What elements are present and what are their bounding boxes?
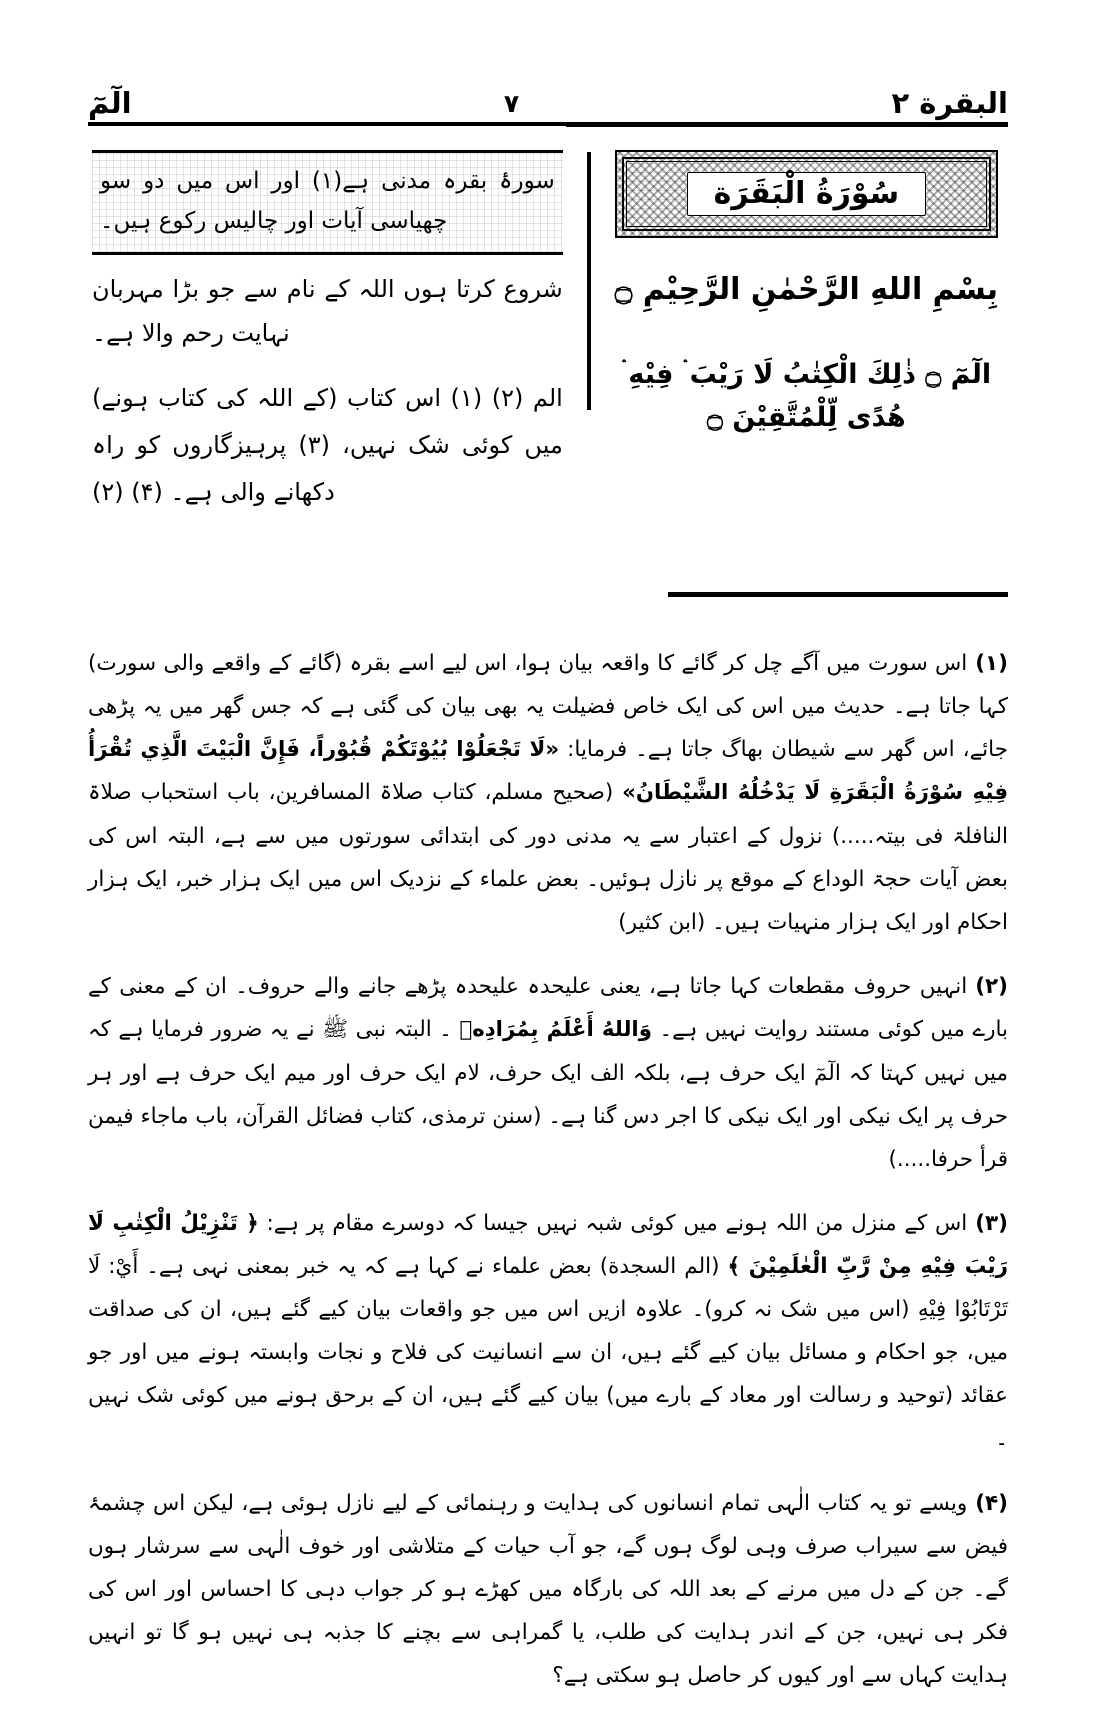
footnote-marker: (۴) <box>975 1490 1008 1516</box>
footnote-marker: (۲) <box>975 974 1008 1000</box>
header-divider-rule <box>88 122 1008 126</box>
scripture-translation-area <box>88 150 1008 530</box>
arabic-column <box>597 150 1008 530</box>
footnote-arabic-quote: وَاللهُ أَعْلَمُ بِمُرَادِهٖ <box>459 1017 652 1043</box>
header-juz-label: الٓمٓ <box>88 86 132 120</box>
surah-title-plate <box>687 172 927 216</box>
page-header <box>88 62 1008 118</box>
footnote-text: اس سورت میں آگے چل کر گائے کا واقعہ بیان ہوا، اس لیے اسے بقرہ (گائے کے واقعے والی سورت) کہا جاتا ہے۔ حدیث میں اس کی ایک خاص فضیلت یہ بھی بیان کی گئی ہے کہ جس گھر میں یہ پڑھی جائے، اس گھر سے شیطان بھاگ جاتا ہے۔ فرمایا: <box>88 650 1009 762</box>
footnote-text: اس کے منزل من اللہ ہونے میں کوئی شبہ نہیں جیسا کہ دوسرے مقام پر ہے: <box>266 1211 968 1237</box>
footnote-item <box>88 965 1008 1181</box>
surah-title-banner <box>615 150 998 238</box>
footnote-text-after: نزول کے اعتبار سے یہ مدنی دور کی ابتدائی سورتوں میں سے ہے، البتہ اس کی بعض آیات حجۃ الوداع کے موقع پر نازل ہوئیں۔ بعض علماء کے نزدیک اس میں ایک ہزار خبر، ایک ہزار احکام اور ایک ہزار منہیات ہیں۔ <box>88 823 1008 935</box>
surah-title-text: سُوْرَةُ الْبَقَرَة <box>713 176 900 212</box>
arabic-ayah-text: الٓمٓ ۝ ذٰلِكَ الْكِتٰبُ لَا رَيْبَ ۛ فِيْهِ ۛ هُدًى لِّلْمُتَّقِيْنَ ۝ <box>621 359 992 434</box>
footnote-item <box>88 1482 1008 1697</box>
footnote-citation: (الم السجدة) <box>599 1254 720 1280</box>
header-surah-label: البقرة ۲ <box>891 86 1008 120</box>
arabic-basmala: بِسْمِ اللهِ الرَّحْمٰنِ الرَّحِيْمِ ۝ <box>614 272 998 307</box>
footnote-marker: (۱) <box>975 650 1008 676</box>
surah-intro-box <box>92 150 563 255</box>
urdu-column <box>88 150 581 530</box>
footnote-text: انہیں حروف مقطعات کہا جاتا ہے، یعنی علیحدہ علیحدہ پڑھے جانے والے حروف۔ ان کے معنی کے بارے میں کوئی مستند روایت نہیں ہے۔ <box>88 974 1008 1043</box>
footnote-text-after: ۔ البتہ نبی ﷺ نے یہ ضرور فرمایا ہے کہ میں نہیں کہتا کہ الٓمٓ ایک حرف ہے، بلکہ الف ایک حرف، لام ایک حرف اور میم ایک حرف ہے اور ہر حرف پر ایک نیکی اور ایک نیکی کا اجر دس گنا ہے۔ <box>88 1017 1008 1129</box>
footnote-arabic-quote: «لَا تَجْعَلُوْا بُيُوْتَكُمْ قُبُوْراً، فَإِنَّ الْبَيْتَ الَّذِي تُقْرَأُ فِيْهِ سُوْرَةُ الْبَقَرَةِ لَا يَدْخُلُهُ الشَّيْطَانُ» <box>88 736 1008 806</box>
footnote-marker: (۳) <box>975 1211 1008 1237</box>
footnote-quran-quote: ﴿ تَنْزِيْلُ الْكِتٰبِ لَا رَيْبَ فِيْهِ مِنْ رَّبِّ الْعٰلَمِيْنَ ﴾ <box>88 1211 1008 1280</box>
footnote-text-after: بعض علماء نے کہا ہے کہ یہ خبر بمعنی نہی ہے۔ أَيْ: لَا تَرْتَابُوْا فِيْهِ (اس میں شک نہ کرو)۔ علاوہ ازیں اس میں جو واقعات بیان کیے گئے ہیں، ان کی صداقت میں، جو احکام و مسائل بیان کیے گئے ہیں، ان سے انسانیت کی فلاح و نجات وابستہ ہونے میں اور جو عقائد (توحید و رسالت اور معاد کے بارے میں) بیان کیے گئے ہیں، ان کے برحق ہونے میں کوئی شک نہیں ۔ <box>88 1254 1008 1452</box>
surah-intro-text: سورۂ بقرہ مدنی ہے(۱) اور اس میں دو سو چھیاسی آیات اور چالیس رکوع ہیں۔ <box>100 168 555 235</box>
footnotes-section <box>88 620 1008 1709</box>
footnote-source: (ابن کثیر) <box>618 909 706 935</box>
footnotes-divider-rule <box>668 592 1008 597</box>
column-divider <box>587 152 591 410</box>
urdu-basmala-translation: شروع کرتا ہوں اللہ کے نام سے جو بڑا مہربان نہایت رحم والا ہے۔ <box>92 274 563 347</box>
footnote-citation: (سنن ترمذی، کتاب فضائل القرآن، باب ماجاء فیمن قرأ حرفا.....) <box>88 1103 1008 1172</box>
urdu-ayah-translation: الم (۲) (۱) اس کتاب (کے اللہ کی کتاب ہونے) میں کوئی شک نہیں، (۳) پرہیزگاروں کو راہ دکھانے والی ہے۔ (۴) (۲) <box>92 384 563 506</box>
footnote-citation: (صحیح مسلم، کتاب صلاۃ المسافرین، باب استحباب صلاۃ النافلۃ فی بیتہ.....) <box>88 780 1008 849</box>
footnote-text: ویسے تو یہ کتاب الٰہی تمام انسانوں کی ہدایت و رہنمائی کے لیے نازل ہوئی ہے، لیکن اس چشمۂ فیض سے سیراب صرف وہی لوگ ہوں گے، جو آب حیات کے متلاشی اور خوف الٰہی سے سرشار ہوں گے۔ جن کے دل میں مرنے کے بعد اللہ کی بارگاہ میں کھڑے ہو کر جواب دہی کا احساس اور اس کی فکر ہی نہیں، جن کے اندر ہدایت کی طلب، یا گمراہی سے بچنے کا جذبہ ہی نہیں ہو گا تو انہیں ہدایت کہاں سے اور کیوں کر حاصل ہو سکتی ہے؟ <box>88 1490 1008 1688</box>
footnote-item <box>88 642 1008 944</box>
page-number: ۷ <box>503 89 520 118</box>
footnote-item <box>88 1202 1008 1460</box>
